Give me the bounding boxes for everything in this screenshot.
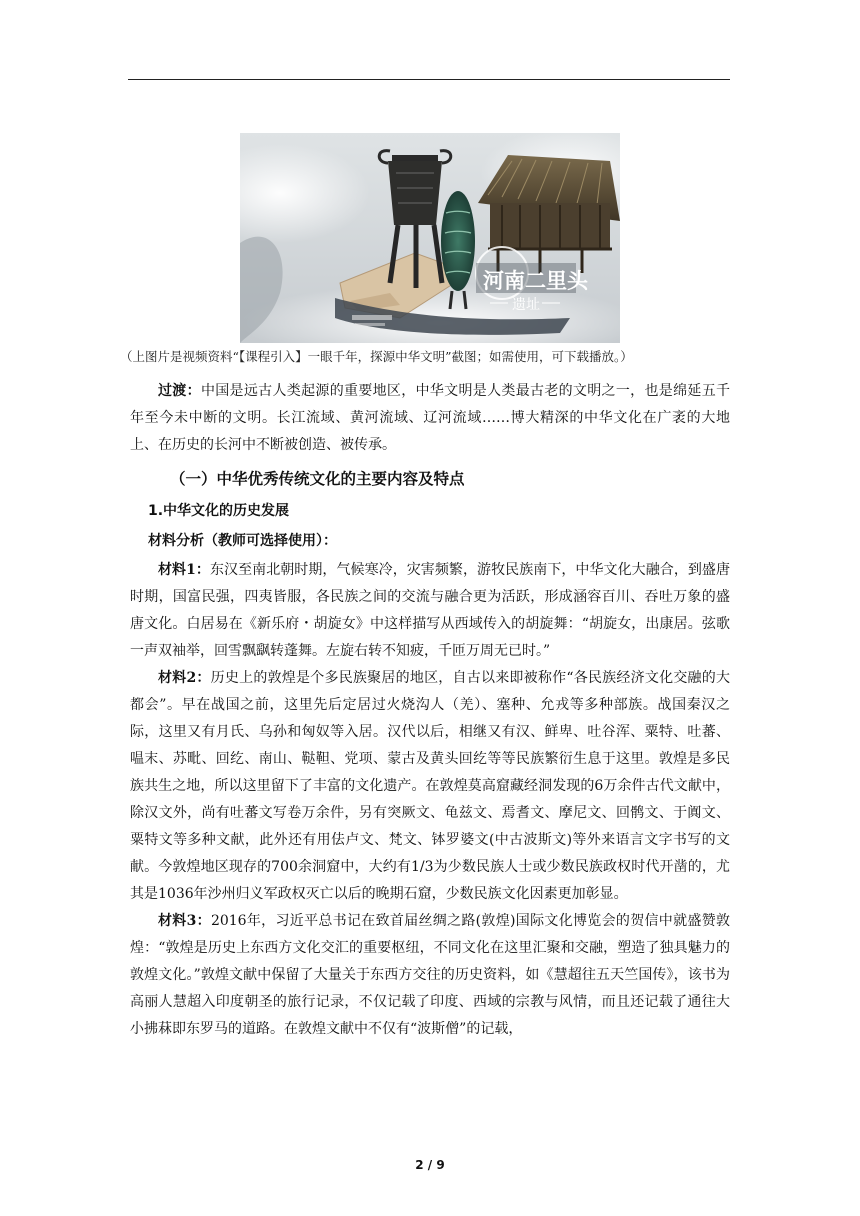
material-paragraph: [130, 665, 730, 908]
erlitou-illustration: [240, 133, 620, 343]
section-heading: （一）中华优秀传统文化的主要内容及特点: [170, 470, 465, 488]
transition-lead: 过渡：: [158, 383, 201, 399]
material-text: 2016年，习近平总书记在致首届丝绸之路(敦煌)国际文化博览会的贺信中就盛赞敦煌：“敦煌是历史上东西方文化交汇的重要枢纽，不同文化在这里汇聚和交融，塑造了独具魅力的敦煌文化。”敦煌文献中保留了大量关于东西方交往的历史资料，如《慧超往五天竺国传》，该书为高丽人慧超入印度朝圣的旅行记录，不仅记载了印度、西域的宗教与风情，而且还记载了通往大小拂菻即东罗马的道路。在敦煌文献中不仅有“波斯僧”的记载，: [130, 913, 730, 1037]
material-text: 东汉至南北朝时期，气候寒冷，灾害频繁，游牧民族南下，中华文化大融合，到盛唐时期，国富民强，四夷皆服，各民族之间的交流与融合更为活跃，形成涵容百川、吞吐万象的盛唐文化。白居易在《新乐府・胡旋女》中这样描写从西域传入的胡旋舞：“胡旋女，出康居。弦歌一声双袖举，回雪飘飖转蓬舞。左旋右转不知疲，千匝万周无已时。”: [130, 562, 730, 659]
transition-paragraph: [130, 378, 730, 459]
document-body: [130, 378, 730, 1043]
header-rule: [128, 79, 730, 80]
material-paragraph: [130, 557, 730, 665]
material-lead: 材料2：: [158, 670, 211, 686]
image-caption: （上图片是视频资料“【课程引入】一眼千年，探源中华文明”截图；如需使用，可下载播放。）: [120, 349, 633, 364]
transition-text: 中国是远古人类起源的重要地区，中华文明是人类最古老的文明之一，也是绵延五千年至今未中断的文明。长江流域、黄河流域、辽河流域……博大精深的中华文化在广袤的大地上、在历史的长河中不断被创造、被传承。: [130, 383, 731, 453]
material-lead: 材料3：: [158, 913, 211, 929]
site-title-text: 河南二里头: [483, 269, 588, 293]
material-paragraph: [130, 908, 730, 1043]
video-screenshot-image: [240, 133, 620, 343]
material-analysis-heading: 材料分析（教师可选择使用）：: [148, 533, 337, 549]
material-lead: 材料1：: [158, 562, 210, 578]
page-number: 2 / 9: [415, 1158, 445, 1172]
subheading-history: 1.中华文化的历史发展: [148, 503, 290, 519]
site-subtitle-text: 遗址: [512, 297, 540, 313]
material-text: 历史上的敦煌是个多民族聚居的地区，自古以来即被称作“各民族经济文化交融的大都会”。早在战国之前，这里先后定居过火烧沟人（羌）、塞种、允戎等多种部族。战国秦汉之际，这里又有月氏、乌孙和匈奴等入居。汉代以后，相继又有汉、鲜卑、吐谷浑、粟特、吐蕃、嗢末、苏毗、回纥、南山、鞑靼、党项、蒙古及黄头回纥等等民族繁衍生息于这里。敦煌是多民族共生之地，所以这里留下了丰富的文化遗产。在敦煌莫高窟藏经洞发现的6万余件古代文献中，除汉文外，尚有吐蕃文写卷万余件，另有突厥文、龟兹文、焉耆文、摩尼文、回鹘文、于阗文、粟特文等多种文献，此外还有用佉卢文、梵文、钵罗婆文(中古波斯文)等外来语言文字书写的文献。今敦煌地区现存的700余洞窟中，大约有1/3为少数民族人士或少数民族政权时代开凿的，尤其是1036年沙州归义军政权灭亡以后的晚期石窟，少数民族文化因素更加彰显。: [130, 670, 730, 902]
